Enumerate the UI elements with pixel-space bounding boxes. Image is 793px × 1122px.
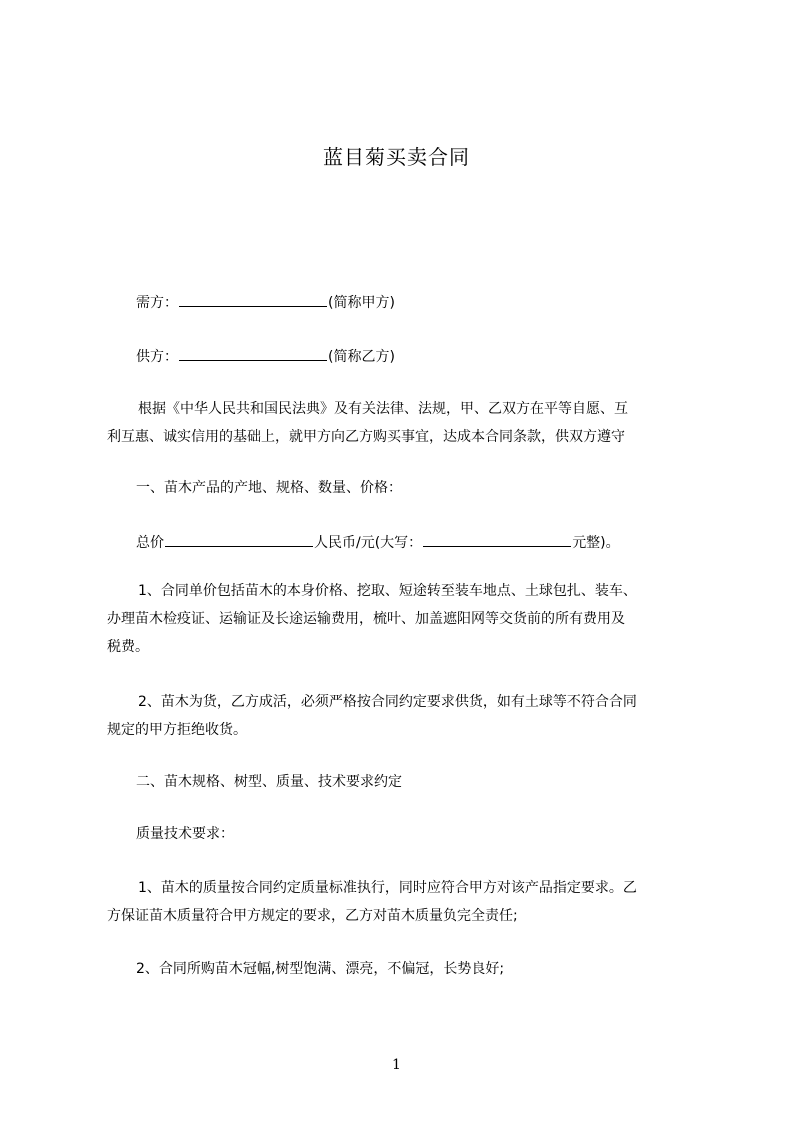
preamble-paragraph xyxy=(107,395,717,451)
page-number: 1 xyxy=(392,1057,401,1073)
seller-suffix: (简称乙方) xyxy=(328,349,395,365)
total-price-line xyxy=(136,532,620,552)
clause1-line: 办理苗木检疫证、运输证及长途运输费用，梳叶、加盖遮阳网等交货前的所有费用及 xyxy=(107,611,625,627)
clause2-line: 规定的甲方拒绝收货。 xyxy=(107,722,247,738)
buyer-line xyxy=(136,292,395,312)
quality1-paragraph xyxy=(107,874,717,930)
section2-heading: 二、苗木规格、树型、质量、技术要求约定 xyxy=(136,774,402,790)
preamble-line: 根据《中华人民共和国民法典》及有关法律、法规，甲、乙双方在平等自愿、互 xyxy=(138,401,628,417)
preamble-line: 利互惠、诚实信用的基础上，就甲方向乙方购买事宜，达成本合同条款，供双方遵守 xyxy=(107,429,625,445)
document-title: 蓝目菊买卖合同 xyxy=(323,145,470,169)
seller-label: 供方： xyxy=(136,349,178,365)
total-amount-words-blank[interactable] xyxy=(423,532,571,547)
quality1-line: 1、苗木的质量按合同约定质量标准执行，同时应符合甲方对该产品指定要求。乙 xyxy=(138,880,637,896)
buyer-suffix: (简称甲方) xyxy=(328,295,395,311)
total-amount-blank[interactable] xyxy=(165,532,313,547)
total-suffix: 元整)。 xyxy=(572,535,620,551)
seller-line xyxy=(136,346,395,366)
quality1-line: 方保证苗木质量符合甲方规定的要求，乙方对苗木质量负完全责任; xyxy=(107,908,518,924)
total-mid: 人民币/元(大写： xyxy=(314,535,423,551)
buyer-name-blank[interactable] xyxy=(179,292,327,307)
clause1-line: 税费。 xyxy=(107,639,149,655)
total-label: 总价 xyxy=(136,535,164,551)
section1-heading: 一、苗木产品的产地、规格、数量、价格： xyxy=(136,480,402,496)
quality2-line: 2、合同所购苗木冠幅,树型饱满、漂亮，不偏冠，长势良好; xyxy=(136,961,505,977)
clause2-paragraph xyxy=(107,688,717,744)
buyer-label: 需方： xyxy=(136,295,178,311)
clause1-line: 1、合同单价包括苗木的本身价格、挖取、短途转至装车地点、土球包扎、装车、 xyxy=(138,583,637,599)
clause2-line: 2、苗木为货，乙方成活，必须严格按合同约定要求供货，如有土球等不符合合同 xyxy=(138,694,637,710)
quality-heading: 质量技术要求： xyxy=(136,826,234,842)
clause1-paragraph xyxy=(107,577,717,661)
seller-name-blank[interactable] xyxy=(179,346,327,361)
